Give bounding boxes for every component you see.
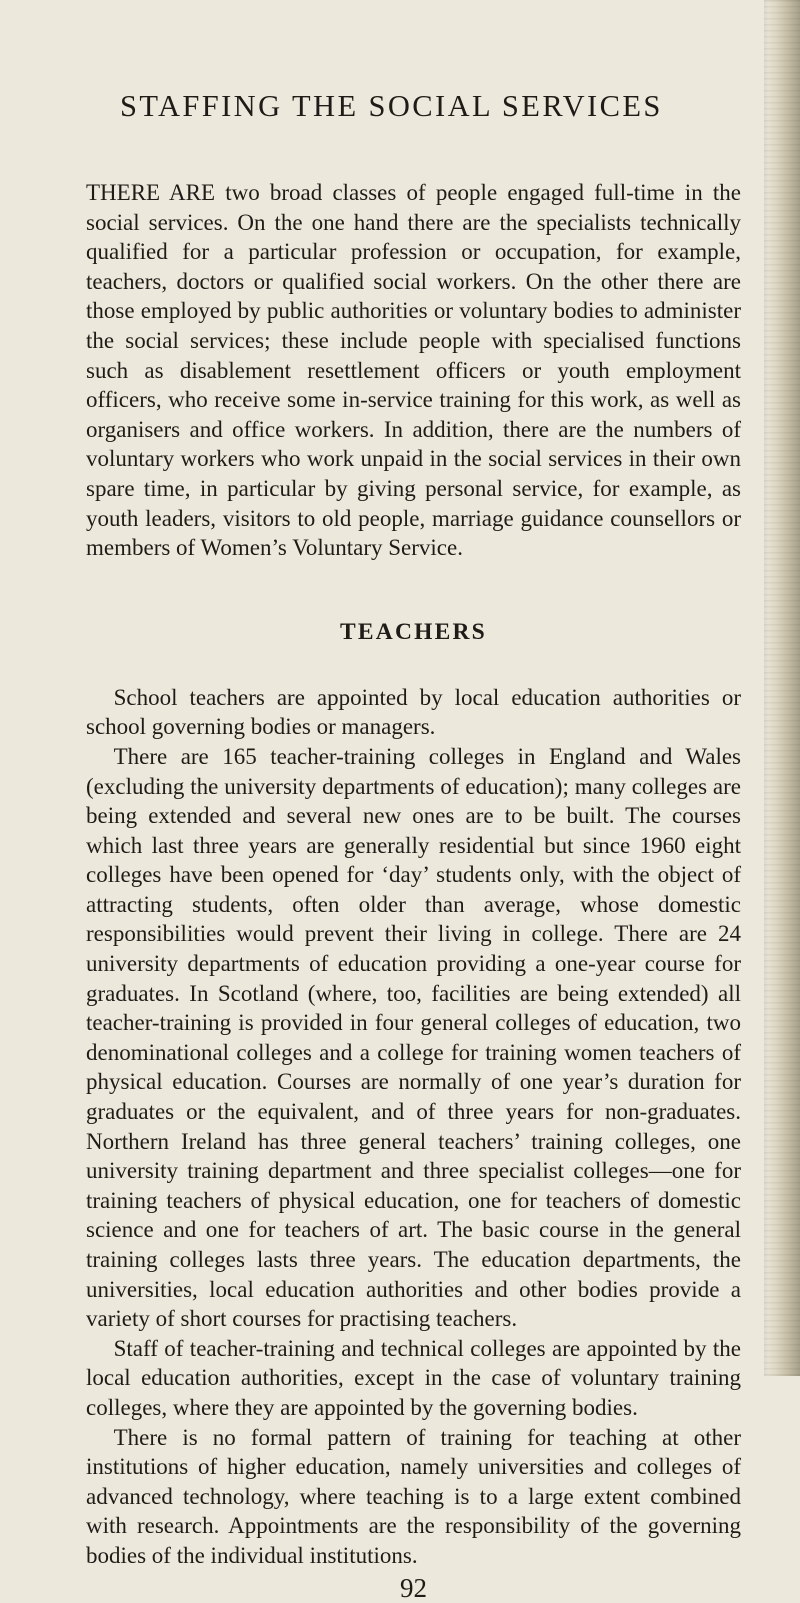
teachers-paragraph-1: School teachers are appointed by local education authorities or school governing bodies or managers.: [86, 684, 741, 740]
section-heading-teachers: TEACHERS: [340, 618, 487, 645]
page-edge-shadow: [764, 0, 800, 1376]
teachers-paragraph-3: Staff of teacher-training and technical colleges are appointed by the local education authorities, except in the case of voluntary training colleges, where they are appointed by the governing bodies.: [86, 1335, 741, 1420]
page-number: 92: [400, 1572, 427, 1603]
teachers-paragraph-2: There are 165 teacher-training colleges in England and Wales (excluding the university departments of education); many colleges are being extended and several new ones are to be built. The courses which last three years are generally residential but since 1960 eight colleges have been opened for ‘day’ students only, with the object of attracting students, often older than average, whose domestic responsibilities would prevent their living in college. There are 24 university departments of education providing a one-year course for graduates. In Scotland (where, too, facilities are being extended) all teacher-training is provided in four general colleges of education, two denominational colleges and a college for training women teachers of physical education. Courses are normally of one year’s duration for graduates or the equivalent, and of three years for non-graduates. Northern Ireland has three general teachers’ training colleges, one university training department and three specialist colleges—one for training teachers of physical education, one for teachers of domestic science and one for teachers of art. The basic course in the general training colleges lasts three years. The education departments, the universities, local education authorities and other bodies provide a variety of short courses for practising teachers.: [86, 743, 741, 1332]
intro-text: two broad classes of people engaged full-time in the social services. On the one hand there are the specialists technically qualified for a particular profession or occupation, for example, teachers, doctors or qualified social workers. On the other there are those employed by public authorities or voluntary bodies to administer the social services; these include people with specialised functions such as disablement resettlement officers or youth employment officers, who receive some in-service training for this work, as well as organisers and office workers. In addition, there are the numbers of voluntary workers who work unpaid in the social services in their own spare time, in particular by giving personal service, for example, as youth leaders, visitors to old people, marriage guidance counsellors or members of Women’s Voluntary Service.: [86, 180, 741, 561]
teachers-paragraph-4: There is no formal pattern of training for teaching at other institutions of higher education, namely universities and colleges of advanced technology, where teaching is to a large extent combined with research. Appointments are the responsibility of the governing bodies of the individual institutions.: [86, 1424, 741, 1568]
intro-paragraph: [86, 178, 741, 563]
teachers-section: [86, 683, 741, 1571]
page-content: [86, 88, 741, 1603]
page-title: STAFFING THE SOCIAL SERVICES: [120, 89, 663, 123]
intro-lead-in: THERE ARE: [86, 180, 216, 205]
